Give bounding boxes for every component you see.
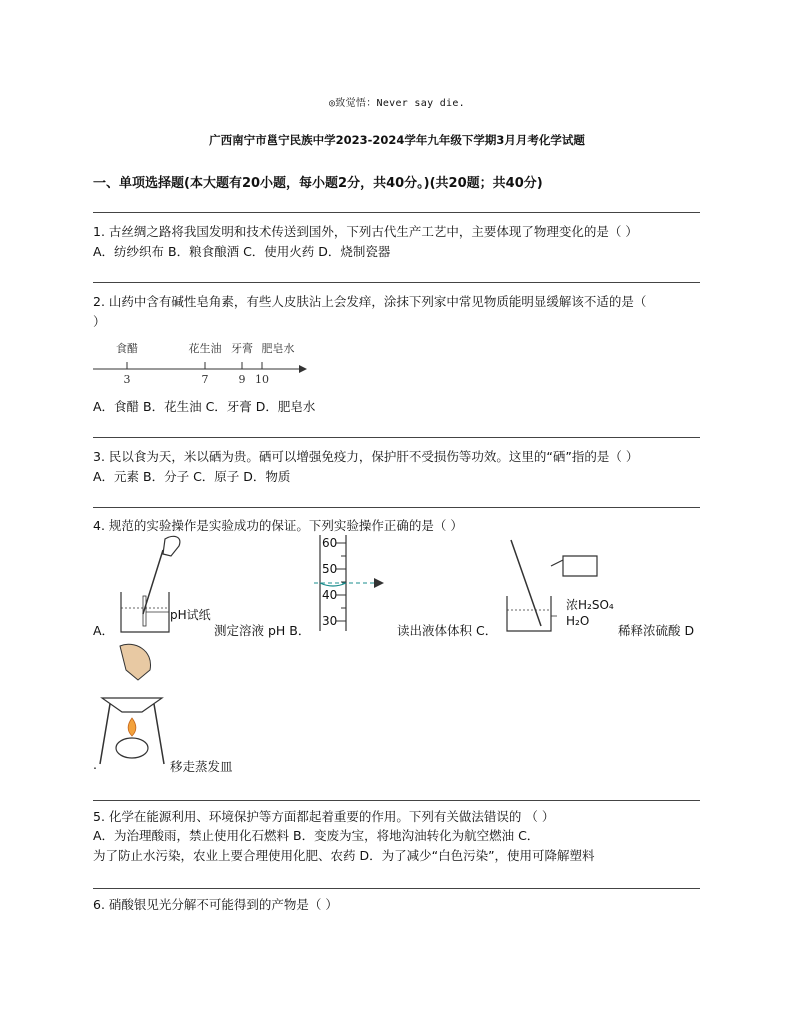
reagent-bottle-icon (563, 556, 597, 576)
ph-value: 10 (255, 373, 269, 386)
option-a-label: A． (93, 623, 115, 638)
glass-rod (511, 540, 541, 626)
ph-value: 7 (201, 373, 209, 386)
water-label: H₂O (566, 614, 590, 628)
cylinder-tick: 60 (322, 536, 338, 550)
question-5-stem: 5. 化学在能源利用、环境保护等方面都起着重要的作用。下列有关做法错误的 （ ） (93, 809, 555, 824)
flame-icon (128, 718, 136, 736)
question-divider (93, 212, 700, 213)
acid-dilution-illustration (505, 536, 615, 636)
cylinder-tick: 40 (322, 588, 338, 602)
question-2-stem-line1: 2. 山药中含有碱性皂角素，有些人皮肤沾上会发痒，涂抹下列家中常见物质能明显缓解该不适的是（ (93, 294, 647, 309)
eye-icon (374, 578, 384, 588)
question-6-stem: 6. 硝酸银见光分解不可能得到的产物是（ ） (93, 897, 338, 912)
ph-value: 9 (238, 373, 246, 386)
ph-label: 肥皂水 (261, 342, 295, 355)
question-divider (93, 800, 700, 801)
ph-paper-label: pH试纸 (170, 608, 211, 622)
dish-icon (102, 698, 162, 712)
page-title: 广西南宁市邕宁民族中学2023-2024学年九年级下学期3月月考化学试题 (209, 133, 585, 147)
ph-scale-figure (93, 336, 323, 388)
alcohol-lamp-icon (116, 738, 148, 758)
ph-label: 食醋 (116, 342, 138, 355)
question-divider (93, 437, 700, 438)
tripod-leg (154, 704, 164, 764)
ph-value: 3 (123, 373, 131, 386)
hand-icon (163, 536, 180, 556)
ph-axis-arrow-icon (299, 365, 307, 373)
tripod-leg (100, 704, 110, 764)
question-divider (93, 888, 700, 889)
cylinder-tick: 50 (322, 562, 338, 576)
question-3-stem: 3. 民以食为天，米以硒为贵。硒可以增强免疫力，保护肝不受损伤等功效。这里的“硒”指的是（ ） (93, 449, 639, 464)
caption-a: 测定溶液 pH B． (214, 623, 311, 638)
motto: ◎致觉悟：Never say die. (328, 98, 465, 109)
question-divider (93, 282, 700, 283)
acid-label: 浓H₂SO₄ (566, 598, 614, 612)
question-4-stem: 4. 规范的实验操作是实验成功的保证。下列实验操作正确的是（ ） (93, 518, 463, 533)
question-2-stem-line2: ） (93, 314, 106, 329)
evaporating-dish-illustration (96, 640, 168, 768)
hand-icon (120, 644, 151, 680)
ph-label: 牙膏 (231, 342, 253, 355)
question-2-options: A．食醋 B．花生油 C．牙膏 D．肥皂水 (93, 399, 316, 414)
question-5-line3: 为了防止水污染，农业上要合理使用化肥、农药 D．为了减少“白色污染”，使用可降解塑料 (93, 848, 595, 863)
question-divider (93, 507, 700, 508)
question-1-stem: 1. 古丝绸之路将我国发明和技术传送到国外，下列古代生产工艺中，主要体现了物理变化的是（ ） (93, 224, 638, 239)
cylinder-tick: 30 (322, 614, 338, 628)
beaker-icon (507, 596, 551, 631)
caption-d-prefix: . (93, 757, 97, 772)
caption-b: 读出液体体积 C． (397, 623, 498, 638)
question-5-line2: A．为治理酸雨，禁止使用化石燃料 B．变废为宝，将地沟油转化为航空燃油 C． (93, 828, 540, 843)
caption-d: 移走蒸发皿 (170, 759, 233, 774)
section-heading: 一、单项选择题(本大题有20小题，每小题2分，共40分。)(共20题；共40分) (93, 176, 543, 191)
ph-label: 花生油 (188, 342, 222, 355)
question-1-options: A．纺纱织布 B．粮食酿酒 C．使用火药 D．烧制瓷器 (93, 244, 391, 259)
caption-c: 稀释浓硫酸 D (618, 623, 695, 638)
question-3-options: A．元素 B．分子 C．原子 D．物质 (93, 469, 291, 484)
